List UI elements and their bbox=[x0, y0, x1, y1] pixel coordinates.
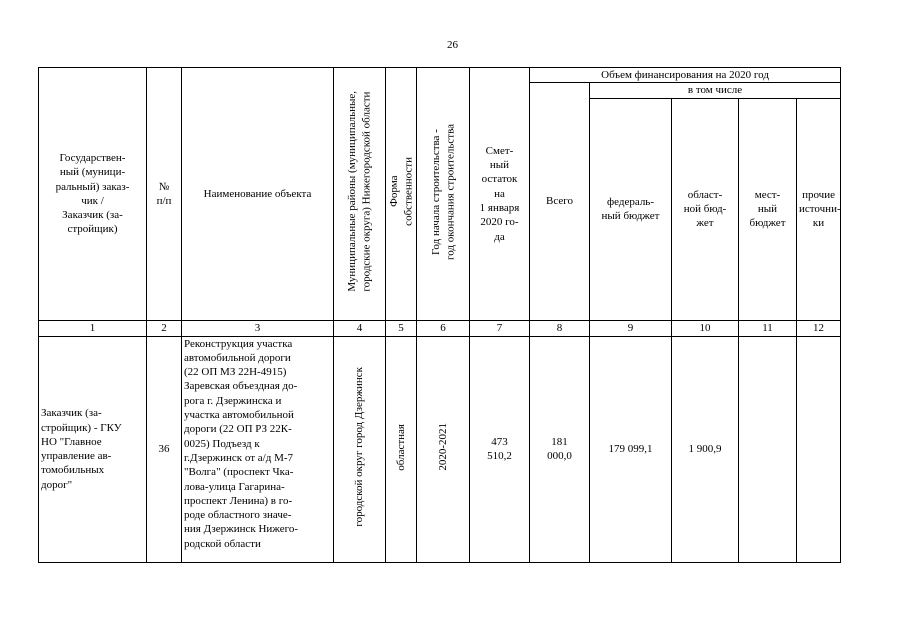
header-ownership-text: Форма собственности bbox=[387, 157, 414, 227]
header-total: Всего bbox=[530, 83, 590, 320]
cell-years bbox=[417, 336, 470, 562]
cell-federal: 179 099,1 bbox=[590, 336, 672, 562]
cell-ownership bbox=[386, 336, 417, 562]
column-number: 5 bbox=[386, 320, 417, 336]
column-number: 3 bbox=[182, 320, 334, 336]
header-regional: област- ной бюд- жет bbox=[672, 98, 739, 320]
cell-district bbox=[334, 336, 386, 562]
column-number: 2 bbox=[147, 320, 182, 336]
column-number: 6 bbox=[417, 320, 470, 336]
cell-years-text: 2020-2021 bbox=[436, 423, 449, 471]
column-number: 12 bbox=[797, 320, 841, 336]
column-number: 9 bbox=[590, 320, 672, 336]
column-number: 4 bbox=[334, 320, 386, 336]
header-remainder: Смет- ный остаток на 1 января 2020 го- да bbox=[470, 68, 530, 321]
table-row bbox=[39, 336, 841, 562]
header-object-name: Наименование объекта bbox=[182, 68, 334, 321]
cell-regional: 1 900,9 bbox=[672, 336, 739, 562]
cell-local bbox=[739, 336, 797, 562]
header-financing: Объем финансирования на 2020 год bbox=[530, 68, 841, 83]
header-districts-text: Муниципальные районы (муниципальные, городские округа) Нижегородской области bbox=[346, 91, 373, 292]
column-number: 11 bbox=[739, 320, 797, 336]
header-other: прочие источни- ки bbox=[797, 98, 841, 320]
cell-ownership-text: областная bbox=[394, 423, 407, 471]
column-number-row bbox=[39, 320, 841, 336]
header-customer: Государствен- ный (муници- pальный) заказ- чик / Заказчик (за- стройщик) bbox=[39, 68, 147, 321]
header-row-1 bbox=[39, 68, 841, 83]
cell-number: 36 bbox=[147, 336, 182, 562]
cell-customer: Заказчик (за- стройщик) - ГКУ НО "Главное управление ав- томобильных дорог" bbox=[39, 336, 147, 562]
cell-object-name: Реконструкция участка автомобильной дороги (22 ОП МЗ 22Н-4915) Заревская объездная до- рога г. Дзержинска и участка автомобильной дороги (22 ОП РЗ 22К- 0025) Подъезд к г.Дзержинск от а/д М-7 "Волга" (проспект Чка- лова-улица Гагарина- проспект Ленина) в го- роде областного значе- ния Дзержинск Нижего- родской области bbox=[182, 336, 334, 562]
header-years bbox=[417, 68, 470, 321]
header-including: в том числе bbox=[590, 83, 841, 98]
cell-total: 181 000,0 bbox=[530, 336, 590, 562]
header-number: № п/п bbox=[147, 68, 182, 321]
header-years-text: Год начала строительства - год окончания строительства bbox=[429, 123, 456, 260]
column-number: 10 bbox=[672, 320, 739, 336]
column-number: 7 bbox=[470, 320, 530, 336]
column-number: 8 bbox=[530, 320, 590, 336]
page-number: 26 bbox=[447, 39, 458, 51]
cell-district-text: городской округ город Дзержинск bbox=[353, 367, 366, 527]
financing-table bbox=[38, 67, 841, 563]
header-federal: федераль- ный бюджет bbox=[590, 98, 672, 320]
header-districts bbox=[334, 68, 386, 321]
header-local: мест- ный бюджет bbox=[739, 98, 797, 320]
header-ownership bbox=[386, 68, 417, 321]
cell-remainder: 473 510,2 bbox=[470, 336, 530, 562]
cell-other bbox=[797, 336, 841, 562]
column-number: 1 bbox=[39, 320, 147, 336]
